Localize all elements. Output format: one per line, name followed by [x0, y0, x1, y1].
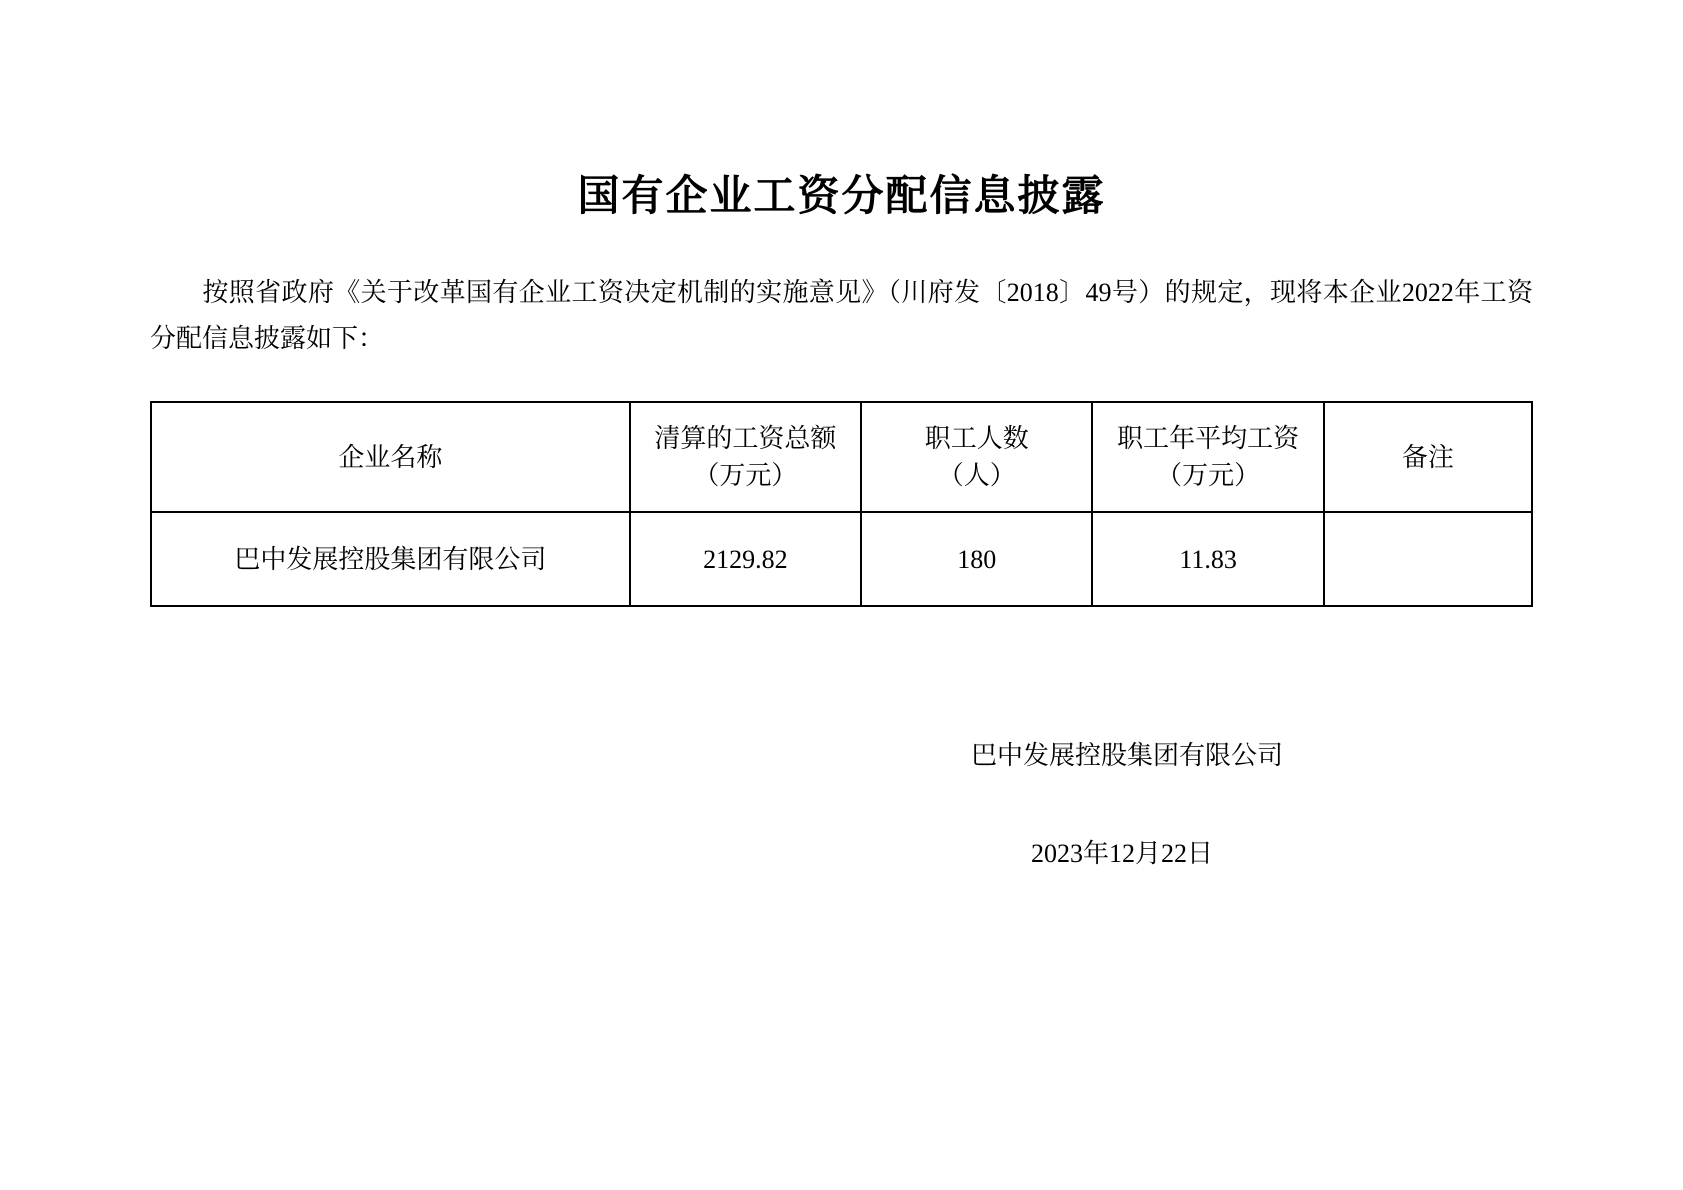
wage-disclosure-table	[150, 401, 1533, 607]
column-header-remark	[1324, 402, 1532, 512]
cell-company-name: 巴中发展控股集团有限公司	[151, 512, 630, 606]
cell-average-wage: 11.83	[1092, 512, 1323, 606]
column-header-employee-count-line2: （人）	[937, 461, 1016, 491]
column-header-total-wage-line2: （万元）	[693, 461, 798, 491]
cell-remark	[1324, 512, 1532, 606]
cell-employee-count: 180	[861, 512, 1092, 606]
page-title: 国有企业工资分配信息披露	[577, 174, 1106, 220]
column-header-total-wage-line1: 清算的工资总额	[654, 423, 837, 453]
column-header-remark-line1: 备注	[1401, 442, 1454, 472]
cell-total-wage: 2129.82	[630, 512, 861, 606]
column-header-average-wage-line2: （万元）	[1156, 461, 1261, 491]
column-header-employee-count-line1: 职工人数	[924, 423, 1029, 453]
intro-paragraph-text: 按照省政府《关于改革国有企业工资决定机制的实施意见》（川府发〔2018〕49号）的规定，现将本企业2022年工资分配信息披露如下：	[150, 278, 1533, 353]
column-header-employee-count	[861, 402, 1092, 512]
column-header-company-name	[151, 402, 630, 512]
column-header-average-wage	[1092, 402, 1323, 512]
table-container	[0, 361, 1683, 607]
column-header-company-name-line1: 企业名称	[338, 442, 443, 472]
column-header-average-wage-line1: 职工年平均工资	[1117, 423, 1300, 453]
table-row	[151, 512, 1532, 606]
table-header-row	[151, 402, 1532, 512]
table-body	[151, 512, 1532, 606]
signature-date: 2023年12月22日	[1030, 838, 1213, 868]
intro-paragraph	[0, 222, 1683, 361]
column-header-total-wage	[630, 402, 861, 512]
signature-company: 巴中发展控股集团有限公司	[970, 741, 1283, 771]
table-header	[151, 402, 1532, 512]
